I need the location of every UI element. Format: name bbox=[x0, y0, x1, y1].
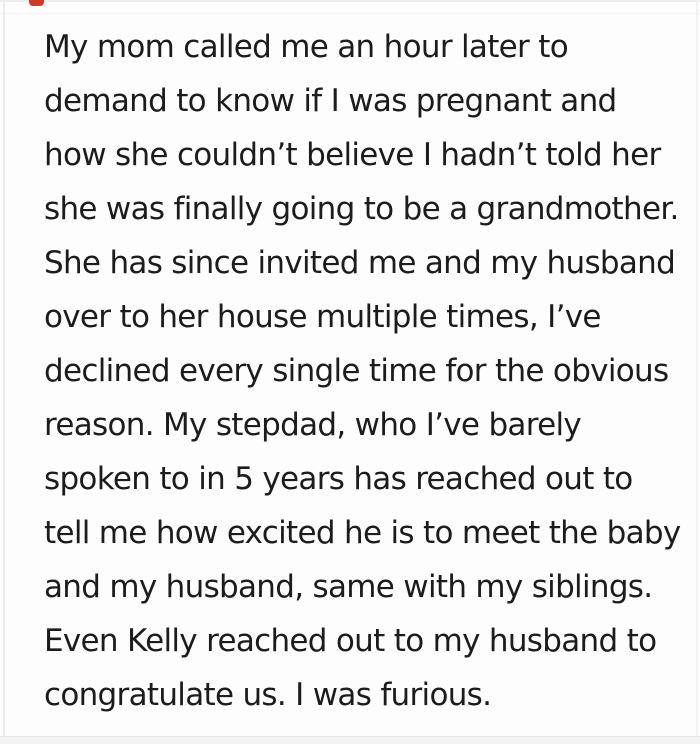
card-left-edge bbox=[3, 0, 5, 744]
text-line: she was finally going to be a grandmother. bbox=[44, 191, 679, 227]
text-line: tell me how excited he is to meet the baby bbox=[44, 515, 681, 551]
text-line: declined every single time for the obvious bbox=[44, 353, 669, 389]
red-artifact-mark bbox=[29, 0, 44, 6]
text-line: how she couldn’t believe I hadn’t told her bbox=[44, 137, 661, 173]
text-line: and my husband, same with my siblings. bbox=[44, 569, 653, 605]
text-line: Even Kelly reached out to my husband to bbox=[44, 623, 657, 659]
text-line: over to her house multiple times, I’ve bbox=[44, 299, 601, 335]
text-line: demand to know if I was pregnant and bbox=[44, 83, 617, 119]
text-line: She has since invited me and my husband bbox=[44, 245, 676, 281]
text-line: spoken to in 5 years has reached out to bbox=[44, 461, 633, 497]
story-paragraph bbox=[44, 20, 684, 722]
card-top-edge bbox=[0, 0, 700, 2]
text-line: reason. My stepdad, who I’ve barely bbox=[44, 407, 582, 443]
card-top-hairline bbox=[0, 13, 700, 14]
card-bottom-edge bbox=[0, 737, 700, 744]
text-line: My mom called me an hour later to bbox=[44, 29, 568, 65]
text-line: congratulate us. I was furious. bbox=[44, 677, 492, 713]
card-right-edge bbox=[696, 0, 698, 744]
